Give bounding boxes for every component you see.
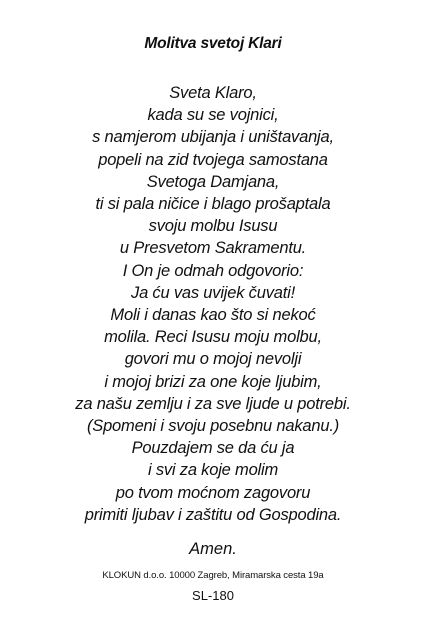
prayer-line: Svetoga Damjana, xyxy=(146,172,280,191)
prayer-line: po tvom moćnom zagovoru xyxy=(115,483,311,502)
prayer-line: Sveta Klaro, xyxy=(169,84,257,102)
prayer-line: popeli na zid tvojega samostana xyxy=(98,150,328,169)
prayer-line: za našu zemlju i za sve ljude u potrebi. xyxy=(75,394,351,413)
prayer-line: s namjerom ubijanja i uništavanja, xyxy=(92,128,334,147)
prayer-closing: Amen. xyxy=(189,540,237,558)
prayer-title: Molitva svetoj Klari xyxy=(144,35,282,52)
prayer-line: i mojoj brizi za one koje ljubim, xyxy=(104,372,322,391)
prayer-line: svoju molbu Isusu xyxy=(148,217,278,236)
prayer-text xyxy=(0,82,426,526)
prayer-line: u Presvetom Sakramentu. xyxy=(119,239,307,258)
prayer-line: ti si pala ničice i blago prošaptala xyxy=(95,195,331,214)
prayer-line: primiti ljubav i zaštitu od Gospodina. xyxy=(84,505,342,524)
prayer-line: kada su se vojnici, xyxy=(147,106,279,125)
prayer-line: Ja ću vas uvijek čuvati! xyxy=(131,283,295,302)
product-code: SL-180 xyxy=(192,588,234,603)
prayer-line: Pouzdajem se da ću ja xyxy=(131,439,295,458)
prayer-line: govori mu o mojoj nevolji xyxy=(124,350,302,369)
prayer-line: I On je odmah odgovorio: xyxy=(122,261,304,280)
prayer-line: i svi za koje molim xyxy=(147,461,279,480)
publisher-info: KLOKUN d.o.o. 10000 Zagreb, Miramarska cesta 19a xyxy=(102,570,324,581)
prayer-line: Moli i danas kao što si nekoć xyxy=(110,306,316,325)
prayer-line: (Spomeni i svoju posebnu nakanu.) xyxy=(86,417,340,436)
prayer-line: molila. Reci Isusu moju molbu, xyxy=(104,328,322,347)
